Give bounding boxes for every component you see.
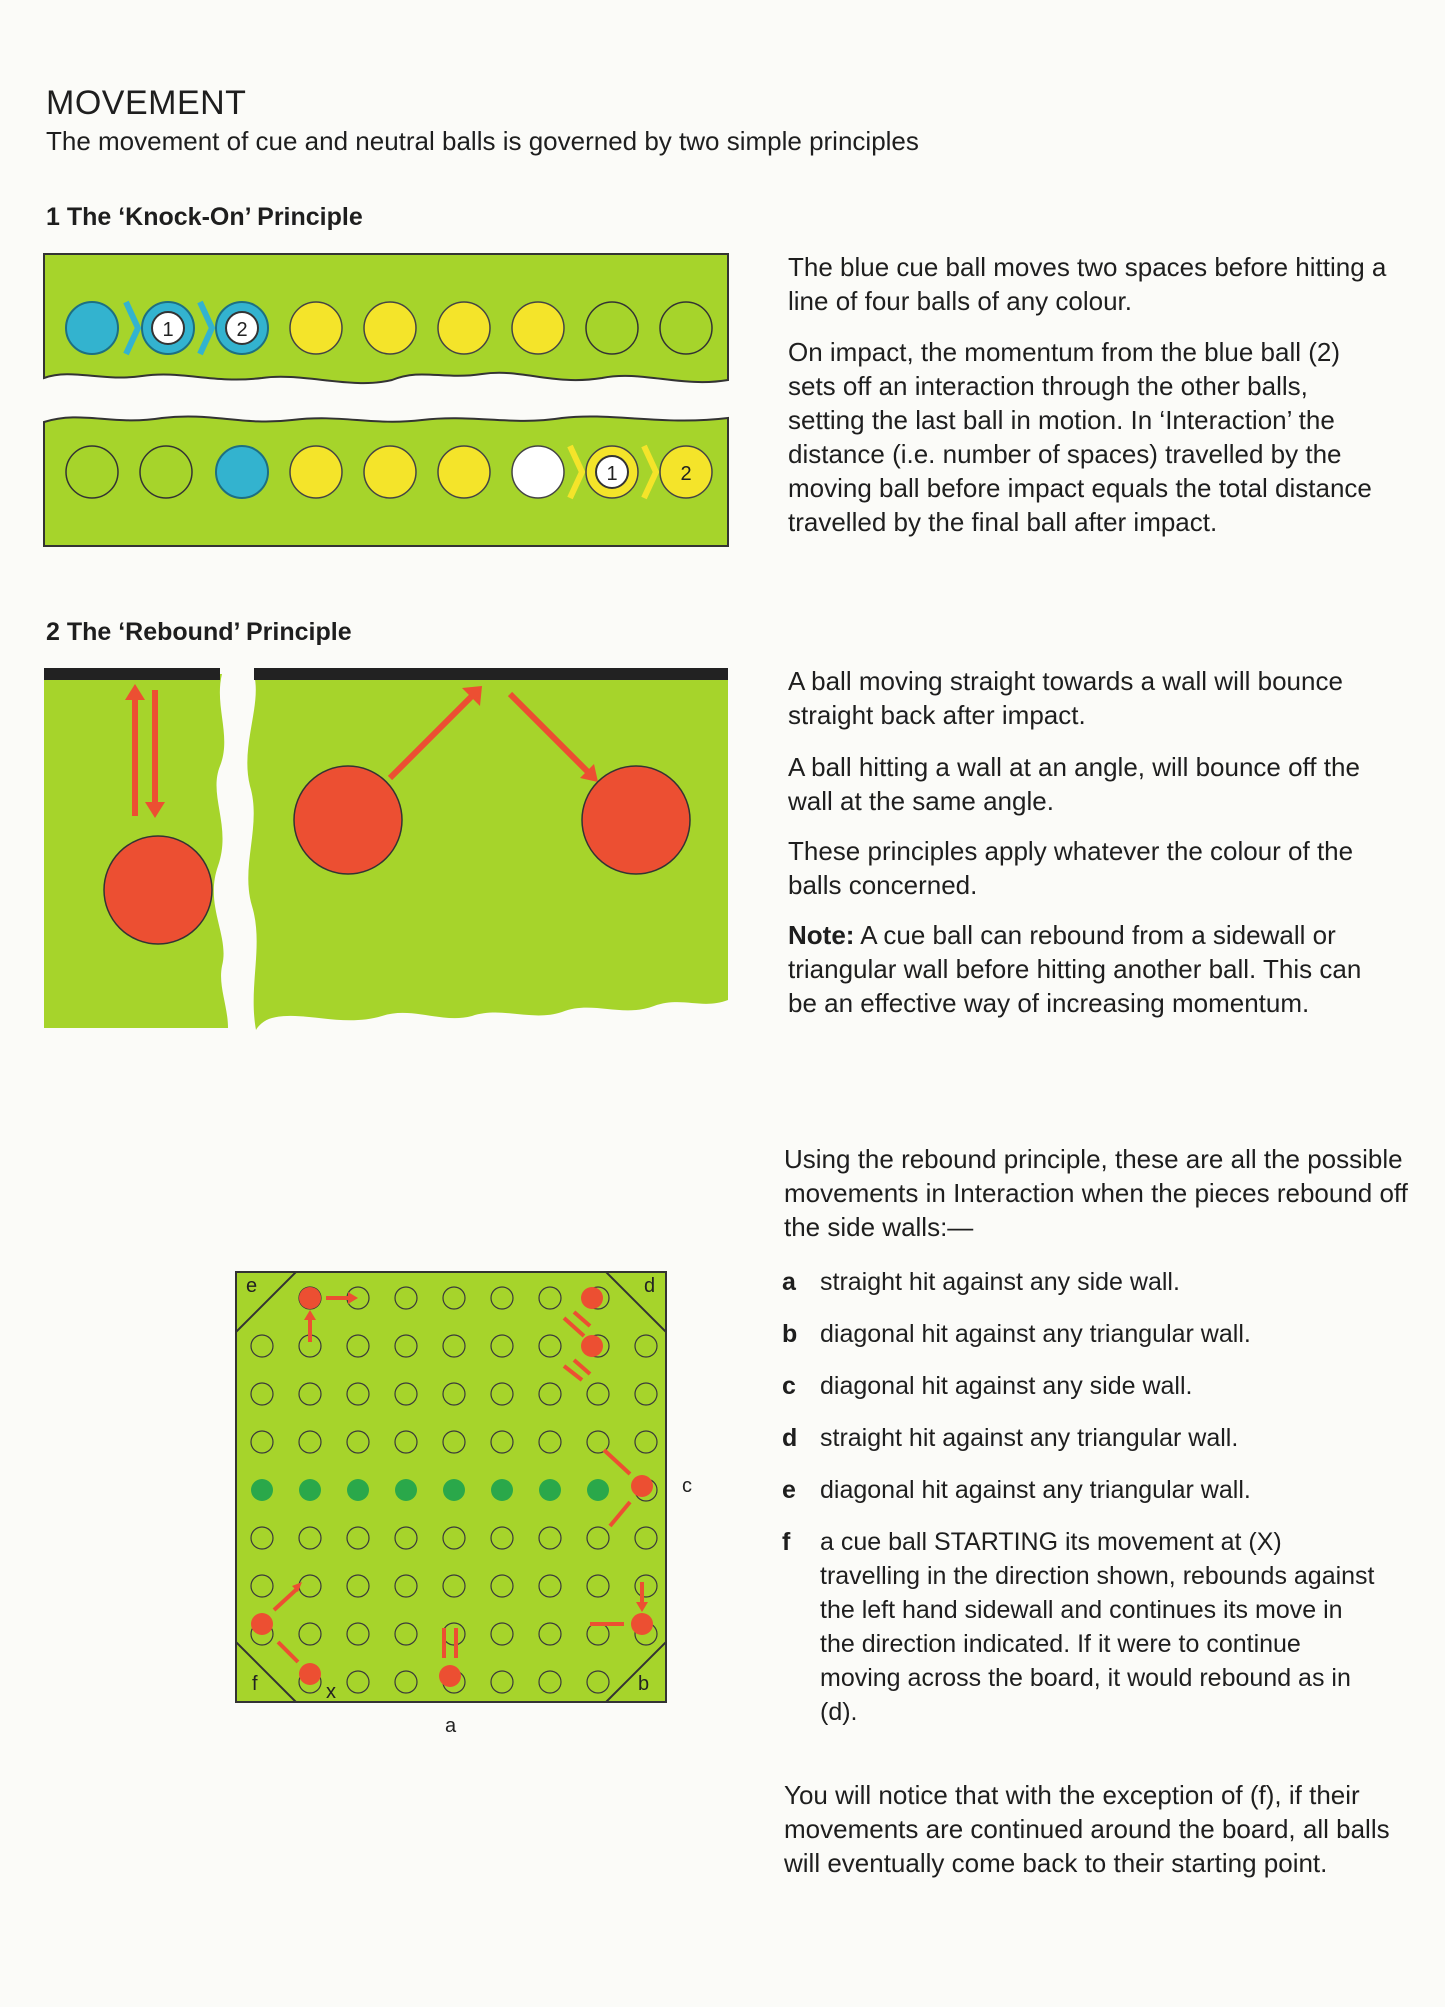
green-ball — [587, 1479, 609, 1501]
board-diagram — [234, 1270, 692, 1737]
item-key: a — [782, 1268, 796, 1296]
note-label: Note: — [788, 920, 855, 950]
rebound-intro: Using the rebound principle, these are all the possible movements in Interaction when the pieces rebound off the side walls:— — [784, 1144, 1408, 1242]
note-text: A cue ball can rebound from a sidewall or triangular wall before hitting another ball. This can be an effective way of increasing momentum. — [788, 920, 1362, 1018]
list-item — [782, 1421, 1402, 1455]
wall-top-right — [254, 668, 728, 680]
yellow-ball — [438, 446, 490, 498]
bottom-label-a: a — [445, 1715, 457, 1737]
yellow-ball — [364, 302, 416, 354]
item-key: c — [782, 1372, 796, 1400]
red-ball — [631, 1613, 653, 1635]
green-ball — [443, 1479, 465, 1501]
red-ball — [299, 1663, 321, 1685]
knock-on-paragraph-2: On impact, the momentum from the blue ball (2) sets off an interaction through the other balls, setting the last ball in motion. In ‘Interaction’ the distance (i.e. number of spaces) travelled by the moving ball before impact equals the total distance travelled by the final ball after impact. — [788, 337, 1372, 537]
item-text: diagonal hit against any triangular wall. — [820, 1476, 1251, 1504]
green-ball — [251, 1479, 273, 1501]
section2-title: 2 The ‘Rebound’ Principle — [46, 618, 352, 646]
ball-mark-2: 2 — [680, 463, 692, 485]
wall-top-left — [44, 668, 220, 680]
item-text: diagonal hit against any triangular wall. — [820, 1320, 1251, 1348]
item-text: a cue ball STARTING its movement at (X) travelling in the direction shown, rebounds against the left hand sidewall and continues its move in the direction indicated. If it were to continue moving across the board, it would rebound as in (d). — [820, 1528, 1375, 1726]
red-ball — [631, 1475, 653, 1497]
red-ball — [581, 1287, 603, 1309]
closing-paragraph: You will notice that with the exception of (f), if their movements are continued around the board, all balls will eventually come back to their starting point. — [784, 1780, 1390, 1878]
ball-mark-1: 1 — [162, 319, 174, 341]
green-ball — [395, 1479, 417, 1501]
blue-cue-ball — [216, 446, 268, 498]
green-ball — [347, 1479, 369, 1501]
yellow-ball — [364, 446, 416, 498]
section1-title: 1 The ‘Knock-On’ Principle — [46, 203, 363, 231]
rebound-paragraph-2: A ball hitting a wall at an angle, will bounce off the wall at the same angle. — [788, 752, 1360, 816]
red-ball — [581, 1335, 603, 1357]
list-item — [782, 1369, 1402, 1403]
item-text: straight hit against any triangular wall. — [820, 1424, 1239, 1452]
red-ball — [251, 1613, 273, 1635]
yellow-ball — [438, 302, 490, 354]
page-subtitle: The movement of cue and neutral balls is governed by two simple principles — [46, 126, 919, 156]
green-ball — [299, 1479, 321, 1501]
red-ball — [439, 1665, 461, 1687]
page-title: MOVEMENT — [46, 84, 247, 122]
yellow-ball — [512, 302, 564, 354]
movement-list — [782, 1265, 1402, 1747]
green-ball — [491, 1479, 513, 1501]
red-ball — [104, 836, 212, 944]
blue-cue-ball — [66, 302, 118, 354]
rebound-diagram — [42, 666, 732, 1036]
list-item — [782, 1317, 1402, 1351]
red-ball — [299, 1287, 321, 1309]
item-text: diagonal hit against any side wall. — [820, 1372, 1193, 1400]
list-item — [782, 1265, 1402, 1299]
yellow-ball — [290, 446, 342, 498]
list-item — [782, 1473, 1402, 1507]
corner-label-e: e — [246, 1275, 258, 1297]
corner-label-b: b — [638, 1673, 650, 1695]
red-ball — [294, 766, 402, 874]
ball-mark-1: 1 — [606, 463, 618, 485]
item-text: straight hit against any side wall. — [820, 1268, 1180, 1296]
departing-ball — [512, 446, 564, 498]
knock-on-diagram — [42, 250, 732, 540]
item-key: d — [782, 1424, 798, 1452]
corner-label-d: d — [644, 1275, 656, 1297]
item-key: b — [782, 1320, 798, 1348]
knock-on-paragraph-1: The blue cue ball moves two spaces before hitting a line of four balls of any colour. — [788, 252, 1387, 316]
side-label-c: c — [682, 1475, 692, 1497]
item-key: f — [782, 1528, 791, 1556]
item-key: e — [782, 1476, 796, 1504]
list-item — [782, 1525, 1402, 1729]
red-ball — [582, 766, 690, 874]
rebound-paragraph-1: A ball moving straight towards a wall will bounce straight back after impact. — [788, 666, 1343, 730]
green-ball — [539, 1479, 561, 1501]
rebound-note — [788, 918, 1388, 1020]
yellow-ball — [290, 302, 342, 354]
rebound-paragraph-3: These principles apply whatever the colour of the balls concerned. — [788, 836, 1354, 900]
start-label-x: x — [326, 1681, 336, 1703]
corner-label-f: f — [252, 1673, 258, 1695]
ball-mark-2: 2 — [236, 319, 248, 341]
